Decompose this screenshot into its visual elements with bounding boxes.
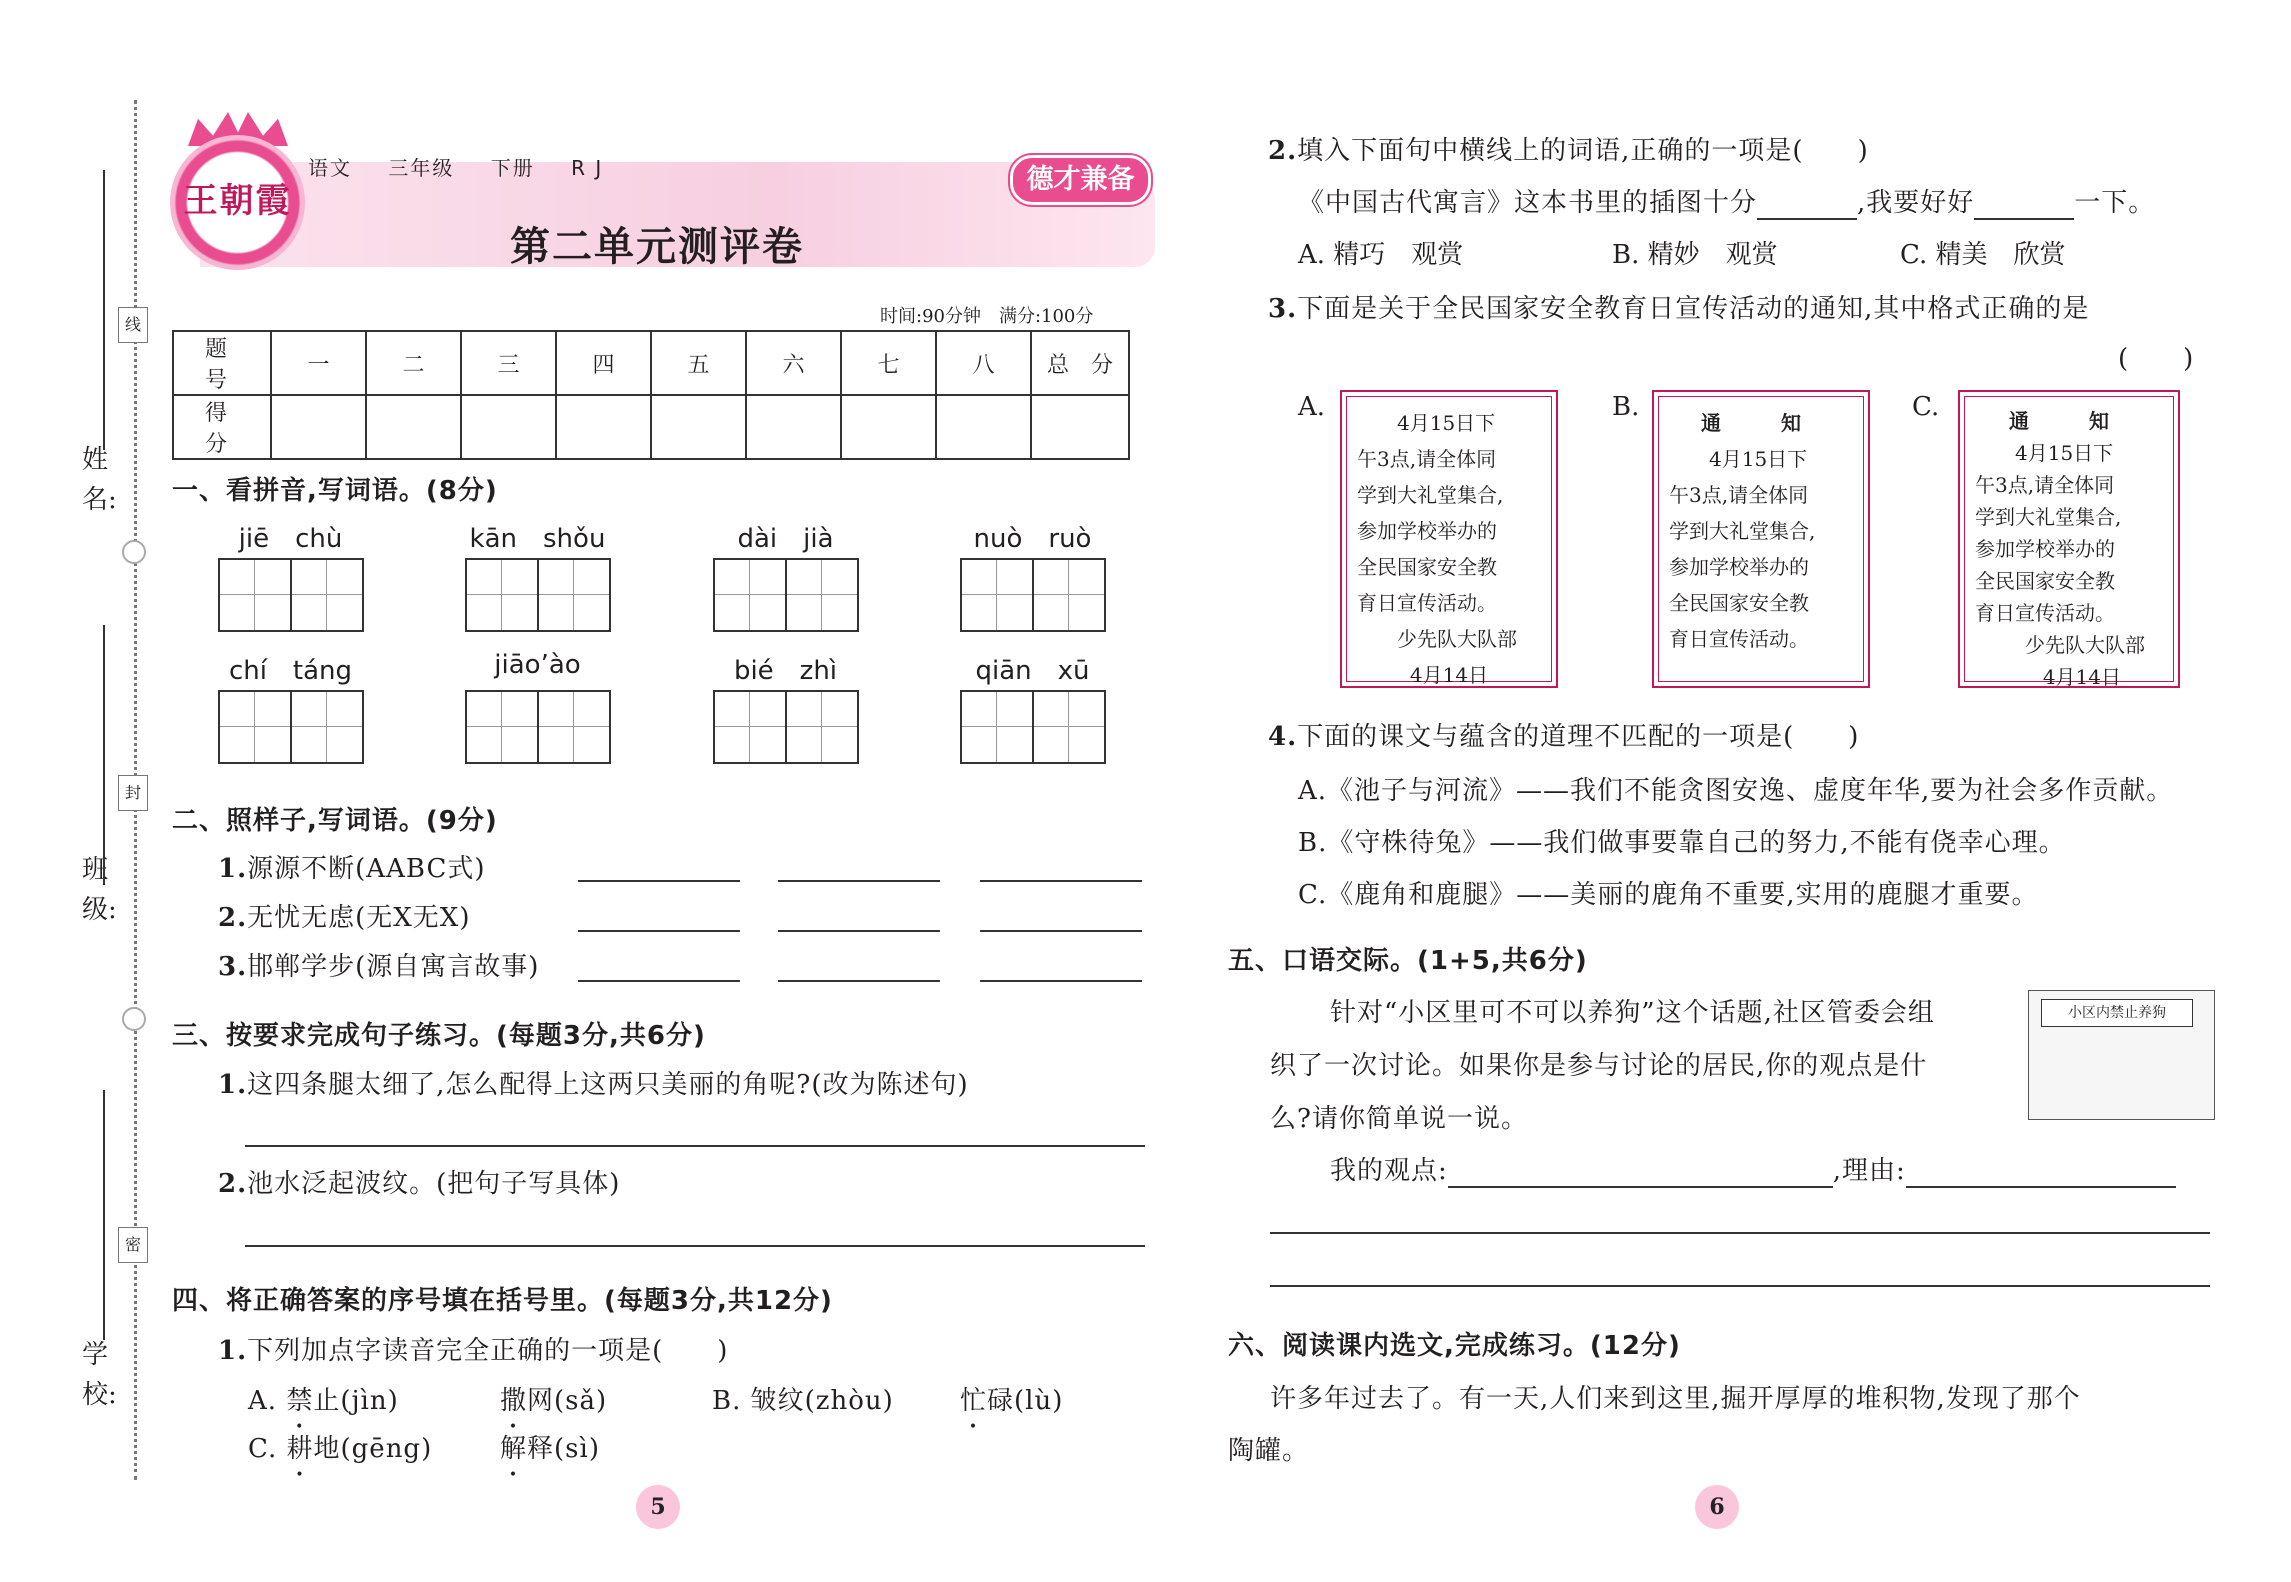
s4-q1-option-a xyxy=(248,1380,399,1417)
notice-signature: 少先队大队部 xyxy=(1397,627,1517,651)
notice-line: 学到大礼堂集合, xyxy=(1975,505,2122,529)
pinyin-item xyxy=(713,518,858,632)
notice-line: 4月15日下 xyxy=(1709,447,1808,471)
s4-q4-option-c: C.《鹿角和鹿腿》——美丽的鹿角不重要,实用的鹿腿才重要。 xyxy=(1298,880,2039,910)
s4-q1-option-c2 xyxy=(500,1428,600,1465)
s6-para-line: 陶罐。 xyxy=(1228,1436,1310,1466)
item-number: 2. xyxy=(218,1169,248,1199)
dotted-char: 耕 xyxy=(286,1434,314,1464)
score-head: 八 xyxy=(936,331,1031,395)
s3-q1 xyxy=(218,1064,969,1101)
dog-cartoon-illustration xyxy=(2028,990,2215,1120)
writing-cell[interactable] xyxy=(713,558,787,632)
notice-line: 参加学校举办的 xyxy=(1357,519,1497,543)
answer-line[interactable] xyxy=(578,880,740,882)
pinyin-item xyxy=(960,518,1105,632)
score-head: 二 xyxy=(366,331,461,395)
answer-line[interactable] xyxy=(245,1245,1145,1247)
time-info: 时间:90分钟 满分:100分 xyxy=(880,306,1094,327)
fill-blank[interactable] xyxy=(1757,188,1857,220)
answer-line[interactable] xyxy=(1270,1285,2210,1287)
header-meta xyxy=(308,152,631,181)
score-cell[interactable] xyxy=(936,395,1031,459)
s5-view-row xyxy=(1330,1150,2176,1188)
reason-input[interactable] xyxy=(1906,1156,2176,1188)
seal-xian: 线 xyxy=(118,307,148,343)
view-input[interactable] xyxy=(1448,1156,1833,1188)
notice-line: 学到大礼堂集合, xyxy=(1357,483,1504,507)
subject: 语文 xyxy=(308,156,352,180)
brand-name: 王朝霞 xyxy=(183,181,292,221)
notice-line: 全民国家安全教 xyxy=(1975,569,2115,593)
item-number: 3. xyxy=(1268,294,1298,324)
s2-item xyxy=(218,848,485,885)
dotted-char: 禁 xyxy=(286,1386,314,1416)
s5-para-line: 织了一次讨论。如果你是参与讨论的居民,你的观点是什 xyxy=(1270,1051,1928,1081)
writing-cell[interactable] xyxy=(465,558,539,632)
cartoon-sign: 小区内禁止养狗 xyxy=(2041,999,2193,1027)
writing-cell[interactable] xyxy=(290,690,364,764)
writing-cell[interactable] xyxy=(537,690,611,764)
notice-signature: 少先队大队部 xyxy=(2025,633,2145,657)
notice-line: 4月15日下 xyxy=(1397,411,1496,435)
section1-heading: 一、看拼音,写词语。(8分) xyxy=(172,476,498,506)
item-text: 下列加点字读音完全正确的一项是( ) xyxy=(247,1336,729,1366)
notice-line: 育日宣传活动。 xyxy=(1357,591,1497,615)
class-field[interactable] xyxy=(103,625,105,885)
writing-cell[interactable] xyxy=(465,690,539,764)
s4-q1-option-b2 xyxy=(960,1380,1063,1417)
score-header-row xyxy=(173,331,1129,395)
pinyin: bié zhì xyxy=(733,656,838,686)
s5-para-line: 针对“小区里可不可以养狗”这个话题,社区管委会组 xyxy=(1330,998,1935,1028)
pinyin: chí táng xyxy=(228,656,353,686)
item-number: 4. xyxy=(1268,722,1298,752)
section6-heading: 六、阅读课内选文,完成练习。(12分) xyxy=(1228,1331,1681,1361)
notice-line: 参加学校举办的 xyxy=(1669,555,1809,579)
score-cell[interactable] xyxy=(556,395,651,459)
s4-q1-option-a2 xyxy=(500,1380,607,1417)
grade: 三年级 xyxy=(388,156,455,180)
writing-cell[interactable] xyxy=(960,690,1034,764)
answer-line[interactable] xyxy=(578,980,740,982)
section4-heading: 四、将正确答案的序号填在括号里。(每题3分,共12分) xyxy=(172,1286,833,1316)
answer-paren[interactable]: ( ) xyxy=(2118,344,2195,374)
pinyin: qiān xū xyxy=(975,656,1090,686)
option-text: 网(sǎ) xyxy=(527,1386,608,1416)
answer-line[interactable] xyxy=(1270,1232,2210,1234)
notice-title: 通 知 xyxy=(2009,409,2129,433)
s4-q1-option-c xyxy=(248,1428,432,1465)
writing-cell[interactable] xyxy=(218,558,292,632)
score-cell[interactable] xyxy=(746,395,841,459)
s4-q3 xyxy=(1268,288,2089,325)
score-head: 六 xyxy=(746,331,841,395)
item-text: 源源不断(AABC式) xyxy=(247,854,486,884)
edition: R J xyxy=(571,156,604,180)
score-head: 一 xyxy=(271,331,366,395)
section5-heading: 五、口语交际。(1+5,共6分) xyxy=(1228,946,1588,976)
name-label: 姓 名: xyxy=(82,445,117,515)
item-text: 这四条腿太细了,怎么配得上这两只美丽的角呢?(改为陈述句) xyxy=(247,1070,969,1100)
writing-cell[interactable] xyxy=(537,558,611,632)
item-text: 下面是关于全民国家安全教育日宣传活动的通知,其中格式正确的是 xyxy=(1297,294,2090,324)
item-number: 1. xyxy=(218,854,248,884)
notice-line: 午3点,请全体同 xyxy=(1669,483,1809,507)
pinyin-item xyxy=(465,650,610,764)
page-number-left: 5 xyxy=(636,1485,680,1529)
notice-a xyxy=(1340,390,1558,688)
s2-item xyxy=(218,946,539,983)
score-label: 得 分 xyxy=(173,395,271,459)
notice-date: 4月14日 xyxy=(1409,663,1489,687)
page-number-right: 6 xyxy=(1695,1485,1739,1529)
item-text: 下面的课文与蕴含的道理不匹配的一项是( ) xyxy=(1297,722,1860,752)
item-number: 1. xyxy=(218,1336,248,1366)
seal-feng: 封 xyxy=(118,775,148,811)
pinyin-item xyxy=(218,518,363,632)
writing-cell[interactable] xyxy=(218,690,292,764)
notice-c-label: C. xyxy=(1912,392,1940,422)
sentence-part: ,我要好好 xyxy=(1857,188,1975,218)
notice-line: 全民国家安全教 xyxy=(1669,591,1809,615)
option-text: 地(gēng) xyxy=(313,1434,433,1464)
answer-line[interactable] xyxy=(980,980,1142,982)
dotted-char: 解 xyxy=(500,1434,528,1464)
reason-label: ,理由: xyxy=(1832,1156,1906,1186)
option-letter: A. xyxy=(248,1386,287,1416)
s6-para-line: 许多年过去了。有一天,人们来到这里,掘开厚厚的堆积物,发现了那个 xyxy=(1270,1384,2081,1414)
s2-item xyxy=(218,897,470,934)
item-text: 填入下面句中横线上的词语,正确的一项是( ) xyxy=(1297,136,1869,166)
notice-date: 4月14日 xyxy=(2042,665,2121,689)
notice-line: 参加学校举办的 xyxy=(1975,537,2115,561)
item-number: 2. xyxy=(218,903,248,933)
writing-cell[interactable] xyxy=(1032,558,1106,632)
score-head: 题 号 xyxy=(173,331,271,395)
pinyin: nuò ruò xyxy=(973,524,1092,554)
pinyin-item xyxy=(218,650,363,764)
s4-q2-option-b: B. 精妙 观赏 xyxy=(1612,240,1778,270)
section3-heading: 三、按要求完成句子练习。(每题3分,共6分) xyxy=(172,1021,706,1051)
section2-heading: 二、照样子,写词语。(9分) xyxy=(172,806,498,836)
answer-line[interactable] xyxy=(778,930,940,932)
s5-para-line: 么?请你简单说一说。 xyxy=(1270,1104,1528,1134)
s3-q2 xyxy=(218,1163,620,1200)
score-head: 总 分 xyxy=(1031,331,1129,395)
s4-q2-option-c: C. 精美 欣赏 xyxy=(1900,240,2066,270)
dotted-char: 撒 xyxy=(500,1386,528,1416)
notice-b xyxy=(1652,390,1870,688)
writing-cell[interactable] xyxy=(290,558,364,632)
s4-q1 xyxy=(218,1330,728,1367)
notice-line: 全民国家安全教 xyxy=(1357,555,1497,579)
score-head: 四 xyxy=(556,331,651,395)
dotted-char: 忙 xyxy=(960,1386,988,1416)
item-text: 邯郸学步(源自寓言故事) xyxy=(247,952,540,982)
item-number: 3. xyxy=(218,952,248,982)
score-cell[interactable] xyxy=(461,395,556,459)
notice-c xyxy=(1958,390,2180,688)
punch-hole xyxy=(122,540,146,564)
score-head: 五 xyxy=(651,331,746,395)
sentence-part: 《中国古代寓言》这本书里的插图十分 xyxy=(1298,188,1758,218)
score-cell[interactable] xyxy=(271,395,366,459)
item-text: 池水泛起波纹。(把句子写具体) xyxy=(247,1169,621,1199)
item-number: 1. xyxy=(218,1070,248,1100)
notice-line: 午3点,请全体同 xyxy=(1975,473,2115,497)
pinyin: kān shǒu xyxy=(469,524,606,554)
school-field[interactable] xyxy=(103,1090,105,1340)
answer-line[interactable] xyxy=(245,1145,1145,1147)
score-table xyxy=(172,330,1130,460)
seal-mi: 密 xyxy=(118,1227,148,1263)
class-label: 班 级: xyxy=(82,855,117,925)
notice-b-label: B. xyxy=(1612,392,1640,422)
writing-cell[interactable] xyxy=(1032,690,1106,764)
score-row xyxy=(173,395,1129,459)
writing-cell[interactable] xyxy=(785,690,859,764)
sentence-part: 一下。 xyxy=(2074,188,2156,218)
option-text: B. 皱纹(zhòu) xyxy=(712,1386,894,1416)
option-text: 碌(lù) xyxy=(987,1386,1064,1416)
option-text: 止(jìn) xyxy=(313,1386,399,1416)
writing-cell[interactable] xyxy=(785,558,859,632)
pinyin: jiē chù xyxy=(238,524,343,554)
school-label: 学 校: xyxy=(82,1340,117,1410)
answer-line[interactable] xyxy=(980,880,1142,882)
score-cell[interactable] xyxy=(651,395,746,459)
answer-line[interactable] xyxy=(778,980,940,982)
s4-q4-option-a: A.《池子与河流》——我们不能贪图安逸、虚度年华,要为社会多作贡献。 xyxy=(1298,776,2174,806)
item-number: 2. xyxy=(1268,136,1298,166)
volume: 下册 xyxy=(490,156,535,180)
answer-line[interactable] xyxy=(980,930,1142,932)
notice-line: 育日宣传活动。 xyxy=(1975,601,2115,625)
brand-logo xyxy=(170,135,305,270)
pinyin: dài jià xyxy=(737,524,834,554)
s4-q2-option-a: A. 精巧 观赏 xyxy=(1298,240,1464,270)
answer-line[interactable] xyxy=(778,880,940,882)
pinyin-item xyxy=(465,518,610,632)
score-head: 三 xyxy=(461,331,556,395)
view-label: 我的观点: xyxy=(1330,1156,1448,1186)
score-cell[interactable] xyxy=(366,395,461,459)
notice-line: 育日宣传活动。 xyxy=(1669,627,1809,651)
badge: 德才兼备 xyxy=(1010,155,1151,205)
writing-cell[interactable] xyxy=(960,558,1034,632)
writing-cell[interactable] xyxy=(713,690,787,764)
pinyin-item xyxy=(713,650,858,764)
notice-line: 午3点,请全体同 xyxy=(1357,447,1497,471)
score-cell[interactable] xyxy=(841,395,936,459)
page-title: 第二单元测评卷 xyxy=(510,224,804,270)
name-field[interactable] xyxy=(103,170,105,450)
s4-q4 xyxy=(1268,716,1859,753)
pinyin: jiāo’ào xyxy=(494,650,581,680)
s4-q4-option-b: B.《守株待兔》——我们做事要靠自己的努力,不能有侥幸心理。 xyxy=(1298,828,2066,858)
item-text: 无忧无虑(无X无X) xyxy=(247,903,471,933)
score-cell[interactable] xyxy=(1031,395,1129,459)
s4-q2 xyxy=(1268,130,1869,167)
s4-q1-option-b xyxy=(712,1380,894,1417)
notice-line: 学到大礼堂集合, xyxy=(1669,519,1816,543)
answer-line[interactable] xyxy=(578,930,740,932)
score-head: 七 xyxy=(841,331,936,395)
pinyin-item xyxy=(960,650,1105,764)
punch-hole xyxy=(122,1007,146,1031)
s4-q2-sentence xyxy=(1298,182,2155,220)
fill-blank[interactable] xyxy=(1974,188,2074,220)
notice-line: 4月15日下 xyxy=(2015,441,2114,465)
notice-a-label: A. xyxy=(1298,392,1326,422)
notice-title: 通 知 xyxy=(1701,411,1821,435)
option-text: 释(sì) xyxy=(527,1434,600,1464)
option-letter: C. xyxy=(248,1434,287,1464)
